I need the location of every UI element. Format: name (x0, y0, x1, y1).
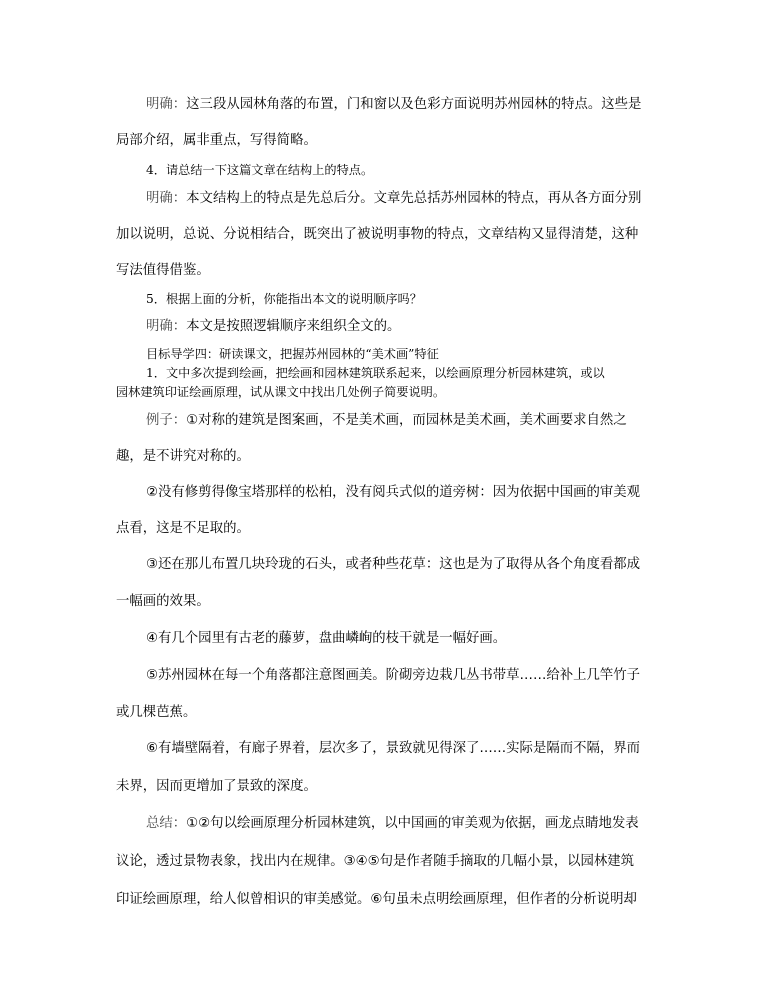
paragraph-line: 趣，是不讲究对称的。 (116, 449, 250, 464)
question-5: 5．根据上面的分析，你能指出本文的说明顺序吗？ (146, 292, 422, 306)
answer-paragraph (146, 192, 641, 205)
section-heading: 目标导学四：研读课文，把握苏州园林的“美术画”特征 (146, 347, 439, 361)
answer-label: 明确： (146, 191, 187, 206)
paragraph-line: 议论，透过景物表象，找出内在规律。③④⑤句是作者随手摘取的几幅小景，以园林建筑 (116, 854, 635, 869)
answer-label: 明确： (146, 319, 187, 334)
paragraph-line: 或几棵芭蕉。 (116, 705, 197, 720)
paragraph-text: ①对称的建筑是图案画，不是美术画，而园林是美术画，美术画要求自然之 (186, 413, 627, 428)
example-item: ⑤苏州园林在每一个角落都注意图画美。阶砌旁边栽几丛书带草……给补上几竿竹子 (146, 668, 641, 683)
paragraph-line: 局部介绍，属非重点，写得简略。 (116, 133, 317, 148)
question-4: 4．请总结一下这篇文章在结构上的特点。 (146, 163, 374, 177)
paragraph-line: 印证绘画原理，给人似曾相识的审美感觉。⑥句虽未点明绘画原理，但作者的分析说明却 (116, 892, 637, 907)
example-item: ④有几个园里有古老的藤萝，盘曲嶙峋的枝干就是一幅好画。 (146, 631, 507, 646)
paragraph-text: 本文结构上的特点是先总后分。文章先总括苏州园林的特点，再从各方面分别 (186, 191, 642, 206)
paragraph-text: ①②句以绘画原理分析园林建筑，以中国画的审美观为依据，画龙点睛地发表 (186, 816, 639, 831)
paragraph-line: 园林建筑印证绘画原理，试从课文中找出几处例子简要说明。 (116, 385, 446, 399)
example-item: ③还在那儿布置几块玲珑的石头，或者种些花草：这也是为了取得从各个角度看都成 (146, 557, 641, 572)
example-paragraph (146, 414, 627, 427)
paragraph-line: 一幅画的效果。 (116, 594, 210, 609)
summary-paragraph (146, 817, 639, 830)
paragraph-line: 写法值得借鉴。 (116, 263, 210, 278)
answer-paragraph (146, 98, 641, 111)
answer-label: 明确： (146, 97, 187, 112)
answer-paragraph (146, 320, 400, 333)
example-item: ②没有修剪得像宝塔那样的松柏，没有阅兵式似的道旁树：因为依据中国画的审美观 (146, 485, 641, 500)
paragraph-line: 点看，这是不足取的。 (116, 521, 250, 536)
paragraph-text: 本文是按照逻辑顺序来组织全文的。 (186, 319, 401, 334)
question-1: 1．文中多次提到绘画，把绘画和园林建筑联系起来，以绘画原理分析园林建筑，或以 (146, 366, 605, 380)
example-label: 例子： (146, 413, 187, 428)
paragraph-line: 未界，因而更增加了景致的深度。 (116, 779, 317, 794)
paragraph-text: 这三段从园林角落的布置，门和窗以及色彩方面说明苏州园林的特点。这些是 (186, 97, 642, 112)
summary-label: 总结： (146, 816, 187, 831)
paragraph-line: 加以说明，总说、分说相结合，既突出了被说明事物的特点，文章结构又显得清楚，这种 (116, 227, 639, 242)
example-item: ⑥有墙壁隔着，有廊子界着，层次多了，景致就见得深了……实际是隔而不隔，界而 (146, 741, 641, 756)
